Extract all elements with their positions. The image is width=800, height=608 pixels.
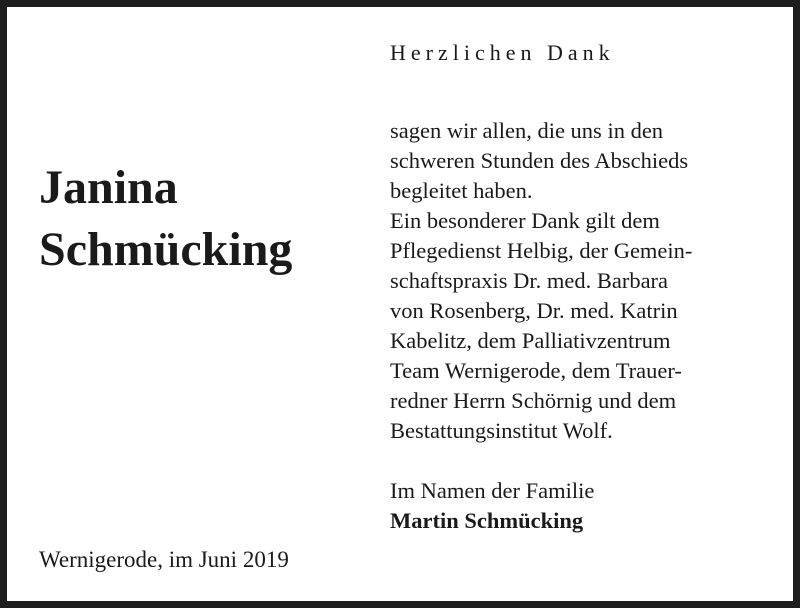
deceased-name (39, 157, 292, 281)
text-line: Team Wernigerode, dem Trauer- (390, 358, 682, 383)
text-line: Kabelitz, dem Palliativzentrum (390, 328, 671, 353)
text-line: schaftspraxis Dr. med. Barbara (390, 268, 669, 293)
place-and-date: Wernigerode, im Juni 2019 (39, 547, 289, 572)
text-line: Bestattungsinstitut Wolf. (390, 418, 613, 443)
deceased-first-name: Janina (39, 161, 178, 214)
text-line: begleitet haben. (390, 178, 533, 203)
signer-name: Martin Schmücking (390, 508, 584, 533)
text-line: redner Herrn Schörnig und dem (390, 388, 677, 413)
thank-you-heading: Herzlichen Dank (390, 40, 615, 65)
text-line: Ein besonderer Dank gilt dem (390, 208, 660, 233)
thank-you-text (390, 116, 790, 446)
deceased-last-name: Schmücking (39, 223, 293, 276)
thank-you-column (390, 38, 790, 536)
text-line: von Rosenberg, Dr. med. Katrin (390, 298, 678, 323)
text-line: sagen wir allen, die uns in den (390, 118, 664, 143)
text-line: Pflegedienst Helbig, der Gemein- (390, 238, 693, 263)
signature-block (390, 476, 790, 536)
closing-phrase: Im Namen der Familie (390, 478, 595, 503)
text-line: schweren Stunden des Abschieds (390, 148, 689, 173)
